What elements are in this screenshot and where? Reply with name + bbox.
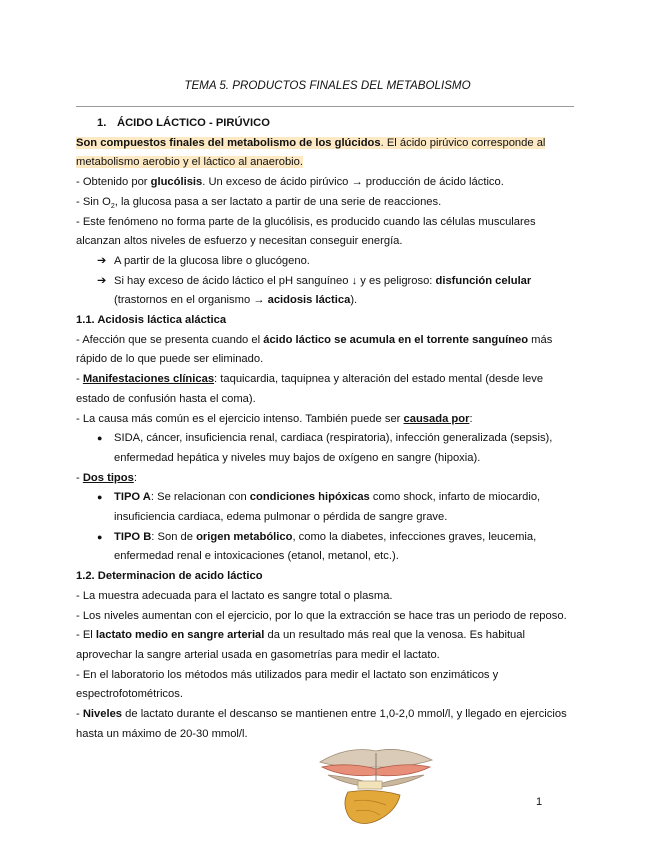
paragraph-afeccion: - Afección que se presenta cuando el ácido láctico se acumula en el torrente sanguíneo más rápido de lo que puede ser eliminado. (76, 333, 553, 366)
paragraph-causa: - La causa más común es el ejercicio intenso. También puede ser causada por: (76, 412, 473, 425)
paragraph-lactato-arterial: - El lactato medio en sangre arterial da un resultado más real que la venosa. Es habitual aprovechar la sangre arterial usada en gasometrías para medir el lactato. (76, 629, 525, 661)
bullet-icon: ● (97, 531, 103, 542)
highlighted-text: Son compuestos finales del metabolismo de los glúcidos. El ácido pirúvico corresponde al metabolismo aerobio y el láctico al anaerobio. (76, 136, 546, 169)
subsection-heading-1-2: 1.2. Determinacion de acido láctico (76, 570, 263, 583)
document-body (76, 114, 574, 745)
paragraph-sin-oxigeno: - Sin $O_2$, la glucosa pasa a ser lactato a partir de una serie de reacciones. (76, 195, 442, 211)
bullet-item-type-b: ● TIPO B: Son de origen metabólico, como la diabetes, infecciones graves, leucemia, enfermedad renal e intoxicaciones (etanol, metanol, etc.). (76, 528, 574, 567)
bullet-icon: ● (97, 433, 103, 444)
bullet-item: ● SIDA, cáncer, insuficiencia renal, cardiaca (respiratoria), infección generalizada (sepsis), enfermedad hepática y niveles muy bajos de oxígeno en sangre (hipoxia). (76, 429, 574, 468)
paragraph-glucolisis: - Obtenido por glucólisis. Un exceso de ácido pirúvico → producción de ácido láctico. (76, 176, 504, 189)
page-title: TEMA 5. PRODUCTOS FINALES DEL METABOLISMO (184, 79, 471, 92)
subsection-heading-1-1: 1.1. Acidosis láctica aláctica (76, 314, 227, 327)
paragraph-fenomeno: - Este fenómeno no forma parte de la glucólisis, es producido cuando las células musculares alcanzan altos niveles de esfuerzo y necesitan conseguir energía. (76, 215, 536, 248)
section-heading-1 (76, 114, 574, 134)
paragraph-niveles-ejercicio: - Los niveles aumentan con el ejercicio, por lo que la extracción se hace tras un periodo de reposo. (76, 609, 567, 622)
bullet-item-type-a: ● TIPO A: Se relacionan con condiciones hipóxicas como shock, infarto de miocardio, insuficiencia cardiaca, edema pulmonar o pérdida de sangre grave. (76, 488, 574, 527)
arrow-item: ➔ A partir de la glucosa libre o glucógeno. (76, 252, 574, 272)
arrow-item: ➔ Si hay exceso de ácido láctico el pH sanguíneo ↓ y es peligroso: disfunción celular (trastornos en el organismo → acidosis láctica). (76, 272, 574, 311)
paragraph-metodos: - En el laboratorio los métodos más utilizados para medir el lactato son enzimáticos y espectrofotométricos. (76, 668, 499, 701)
section-number: 1. (97, 117, 107, 129)
intro-paragraph (76, 134, 574, 173)
paragraph-muestra: - La muestra adecuada para el lactato es sangre total o plasma. (76, 589, 393, 602)
paragraph-niveles-lactato: - Niveles de lactato durante el descanso se mantienen entre 1,0-2,0 mmol/l, y llegado en ejercicios hasta un máximo de 20-30 mmol/l. (76, 708, 567, 740)
section-title: ÁCIDO LÁCTICO - PIRÚVICO (117, 117, 270, 129)
paragraph-dos-tipos: - Dos tipos: (76, 471, 137, 484)
title-divider (76, 106, 574, 107)
muscle-liver-illustration (318, 745, 434, 828)
bullet-icon: ● (97, 492, 103, 503)
page-number: 1 (536, 796, 543, 808)
arrow-right-icon: ➔ (97, 254, 107, 267)
arrow-right-icon: ➔ (97, 274, 107, 287)
paragraph-manifestaciones: - Manifestaciones clínicas: taquicardia, taquipnea y alteración del estado mental (desde leve estado de confusión hasta el coma). (76, 373, 544, 405)
